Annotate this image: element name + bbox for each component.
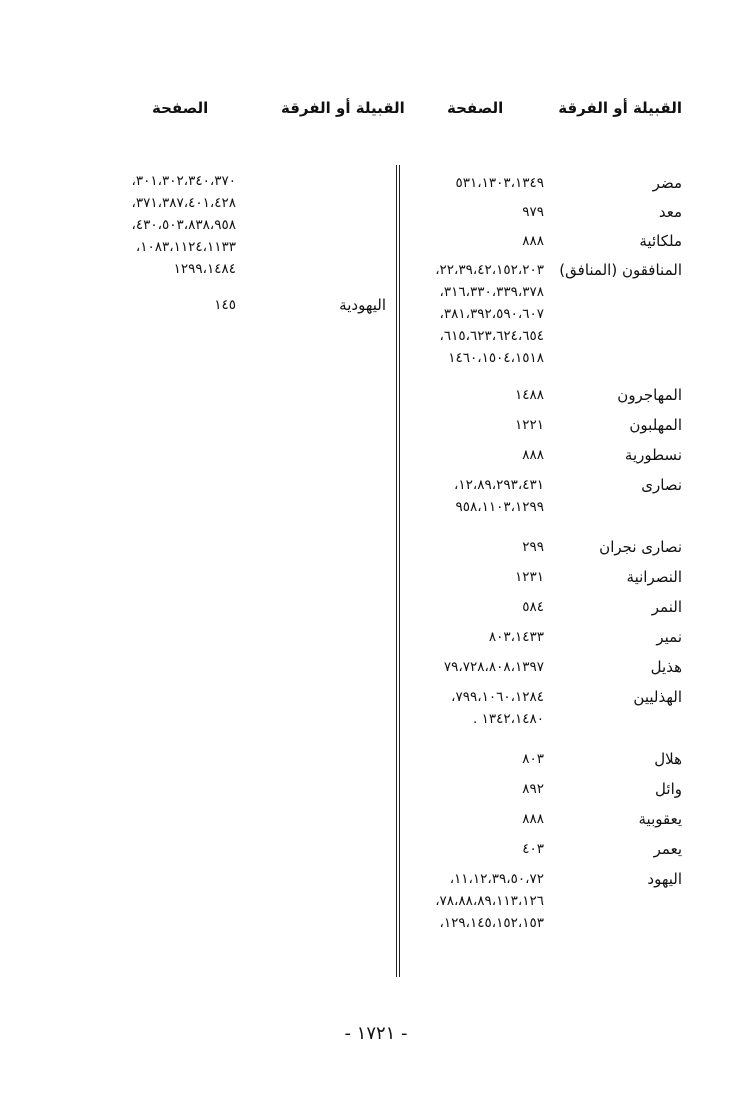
entry-name: النصرانية [626,568,682,586]
page-line: ٤٣٠،٥٠٣،٨٣٨،٩٥٨، [131,217,236,233]
index-entry [402,686,682,748]
page-line: ١٤٥ [214,297,236,313]
page-line: ٧٩،٧٢٨،٨٠٨،١٣٩٧ [443,659,544,675]
entry-pages [489,626,544,648]
entry-name: هذيل [650,658,682,676]
page-line: ١٢،٨٩،٢٩٣،٤٣١، [454,477,544,493]
entry-name: اليهودية [339,296,386,314]
index-entry [402,384,682,414]
entry-pages [522,596,544,618]
index-entry [402,474,682,536]
entry-name: الهذليين [633,688,682,706]
page-line: ٨٨٨ [522,233,544,249]
right-header-page: الصفحة [447,99,504,117]
index-entry [402,596,682,626]
page-line: ٨٠٣،١٤٣٣ [488,629,544,645]
page-line: ٩٧٩ [522,204,544,220]
page-line: ١٢٩٩،١٤٨٤ [173,261,236,277]
page-line: ١٤٦٠،١٥٠٤،١٥١٨ [448,350,544,366]
left-header-page: الصفحة [152,99,209,117]
entry-pages [522,778,544,800]
left-header-tribe: القبيلة أو الفرقة [281,99,405,117]
page-line: ٣٧١،٣٨٧،٤٠١،٤٢٨، [131,195,236,211]
page-line: ٤٠٣ [522,841,544,857]
column-divider [396,165,400,977]
right-index-column [402,172,682,938]
entry-name: وائل [655,780,682,798]
page-line: ٣٨١،٣٩٢،٥٩٠،٦٠٧، [439,306,544,322]
entry-name: المهاجرون [617,386,682,404]
page-line: ٨٠٣ [522,751,544,767]
entry-name: نسطورية [624,446,682,464]
page-line: ٣١٦،٣٣٠،٣٣٩،٣٧٨، [439,284,544,300]
page-line: ١٢٣١ [514,569,544,585]
index-entry [402,444,682,474]
entry-name: ملكائية [639,232,682,250]
index-entry [402,414,682,444]
entry-pages [522,838,544,860]
entry-name: المهلبون [629,416,682,434]
page-line: ٦١٥،٦٢٣،٦٢٤،٦٥٤، [439,328,544,344]
left-index-column [96,170,386,324]
page-line: ٧٩٩،١٠٦٠،١٢٨٤، [451,689,544,705]
page-line: ١٢٢١ [514,417,544,433]
page-line: ٥٣١،١٣٠٣،١٣٤٩ [455,175,544,191]
entry-name: يعقوبية [638,810,682,828]
entry-pages [522,808,544,830]
entry-pages [522,230,544,252]
index-entry [402,838,682,868]
index-entry [402,626,682,656]
page-line: ٢٢،٣٩،٤٢،١٥٢،٢٠٣، [435,262,544,278]
entry-name: معد [658,203,682,221]
index-entry [96,170,386,294]
entry-pages [132,170,236,280]
entry-pages [456,172,544,194]
index-entry [402,172,682,201]
entry-pages [435,259,544,369]
entry-name: النمر [651,598,682,616]
page-line: ٧٨،٨٨،٨٩،١١٣،١٢٦، [435,893,544,909]
entry-pages [515,414,544,436]
index-entry [402,868,682,938]
entry-name: مضر [652,174,682,192]
page-line: ٣٠١،٣٠٢،٣٤٠،٣٧٠، [131,173,236,189]
entry-pages [522,536,544,558]
entry-name: يعمر [653,840,682,858]
entry-pages [522,201,544,223]
page-line: ٩٥٨،١١٠٣،١٢٩٩ [455,499,544,515]
index-entry [402,656,682,686]
index-entry [402,778,682,808]
page-line: ١٣٤٢،١٤٨٠ . [473,711,544,727]
page-line: ٨٩٢ [522,781,544,797]
page-line: ١٤٨٨ [514,387,544,403]
entry-pages [515,384,544,406]
entry-pages [214,294,236,316]
page-line: ٢٩٩ [522,539,544,555]
index-entry [96,294,386,324]
page-line: ١٠٨٣،١١٢٤،١١٣٣، [135,239,236,255]
index-entry [402,201,682,230]
entry-pages [444,656,544,678]
entry-pages [451,686,544,730]
entry-pages [435,868,544,934]
entry-pages [522,444,544,466]
page-line: ٥٨٤ [522,599,544,615]
page-number: - ١٧٢١ - [344,1023,408,1044]
entry-name: هلال [654,750,682,768]
page-line: ١١،١٢،٣٩،٥٠،٧٢، [449,871,544,887]
entry-pages [454,474,544,518]
entry-name: المنافقون (المنافق) [559,261,682,279]
entry-name: نصارى نجران [599,538,682,556]
entry-name: اليهود [647,870,682,888]
entry-name: نمير [656,628,682,646]
index-entry [402,536,682,566]
index-entry [402,259,682,384]
entry-pages [522,748,544,770]
index-entry [402,748,682,778]
page-line: ١٢٩،١٤٥،١٥٢،١٥٣، [439,915,544,931]
page-line: ٨٨٨ [522,447,544,463]
entry-name: نصارى [641,476,682,494]
right-header-tribe: القبيلة أو الفرقة [558,99,682,117]
entry-pages [515,566,544,588]
page-line: ٨٨٨ [522,811,544,827]
index-entry [402,230,682,259]
index-entry [402,566,682,596]
index-entry [402,808,682,838]
